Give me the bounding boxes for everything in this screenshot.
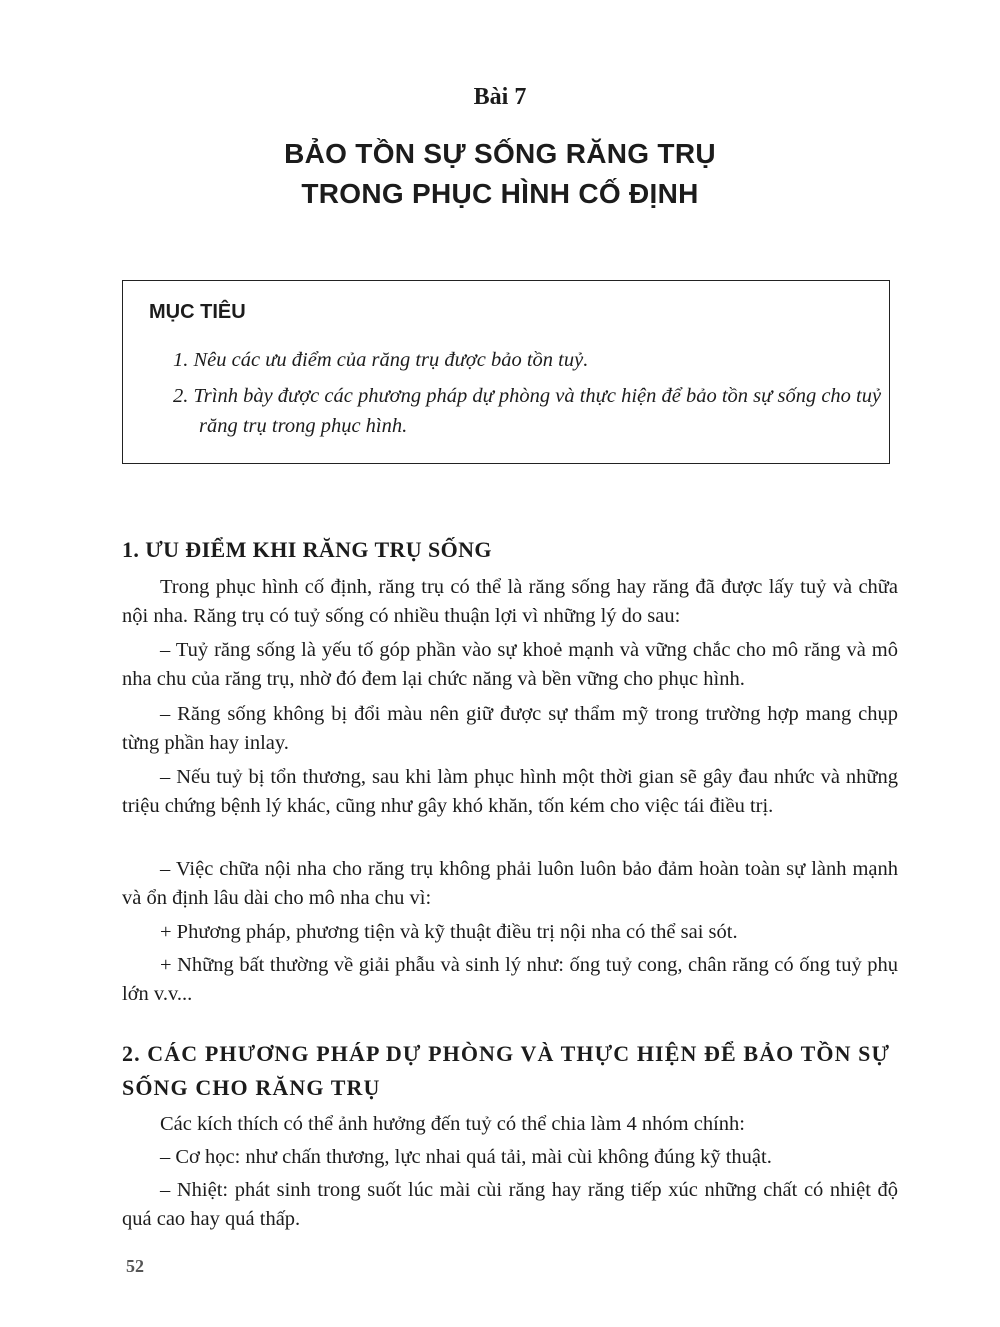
lesson-title-line-2: TRONG PHỤC HÌNH CỐ ĐỊNH [301,178,699,209]
lesson-title [0,134,1000,214]
paragraph: – Cơ học: như chấn thương, lực nhai quá tải, mài cùi không đúng kỹ thuật. [160,1146,772,1168]
paragraph: Các kích thích có thể ảnh hưởng đến tuỷ có thể chia làm 4 nhóm chính: [160,1113,745,1135]
paragraph: – Răng sống không bị đổi màu nên giữ được sự thẩm mỹ trong trường hợp mang chụp từng phần hay inlay. [122,703,898,754]
paragraph: – Nếu tuỷ bị tổn thương, sau khi làm phục hình một thời gian sẽ gây đau nhức và những triệu chứng bệnh lý khác, cũng như gây khó khăn, tốn kém cho việc tái điều trị. [122,766,898,817]
paragraph: – Tuỷ răng sống là yếu tố góp phần vào sự khoẻ mạnh và vững chắc cho mô răng và mô nha chu của răng trụ, nhờ đó đem lại chức năng và bền vững cho phục hình. [122,639,898,690]
section-heading: 2. CÁC PHƯƠNG PHÁP DỰ PHÒNG VÀ THỰC HIỆN ĐỂ BẢO TỒN SỰ SỐNG CHO RĂNG TRỤ [122,1041,891,1100]
page-number: 52 [126,1256,144,1276]
lesson-title-line-1: BẢO TỒN SỰ SỐNG RĂNG TRỤ [284,138,716,169]
paragraph: + Phương pháp, phương tiện và kỹ thuật điều trị nội nha có thể sai sót. [160,921,738,943]
paragraph: – Nhiệt: phát sinh trong suốt lúc mài cùi răng hay răng tiếp xúc những chất có nhiệt độ quá cao hay quá thấp. [122,1179,898,1230]
paragraph: Trong phục hình cố định, răng trụ có thể là răng sống hay răng đã được lấy tuỷ và chữa nội nha. Răng trụ có tuỷ sống có nhiều thuận lợi vì những lý do sau: [122,576,898,627]
objectives-box [122,280,890,464]
objective-item: 2. Trình bày được các phương pháp dự phòng và thực hiện để bảo tồn sự sống cho tuỷ răng trụ trong phục hình. [173,385,882,437]
paragraph: + Những bất thường về giải phẫu và sinh lý như: ống tuỷ cong, chân răng có ống tuỷ phụ lớn v.v... [122,954,898,1005]
section-heading: 1. ƯU ĐIỂM KHI RĂNG TRỤ SỐNG [122,537,492,562]
objectives-heading: MỤC TIÊU [149,301,246,323]
paragraph: – Việc chữa nội nha cho răng trụ không phải luôn luôn bảo đảm hoàn toàn sự lành mạnh và ổn định lâu dài cho mô nha chu vì: [122,858,898,909]
objective-item: 1. Nêu các ưu điểm của răng trụ được bảo tồn tuỷ. [173,349,589,371]
lesson-number: Bài 7 [473,84,527,110]
